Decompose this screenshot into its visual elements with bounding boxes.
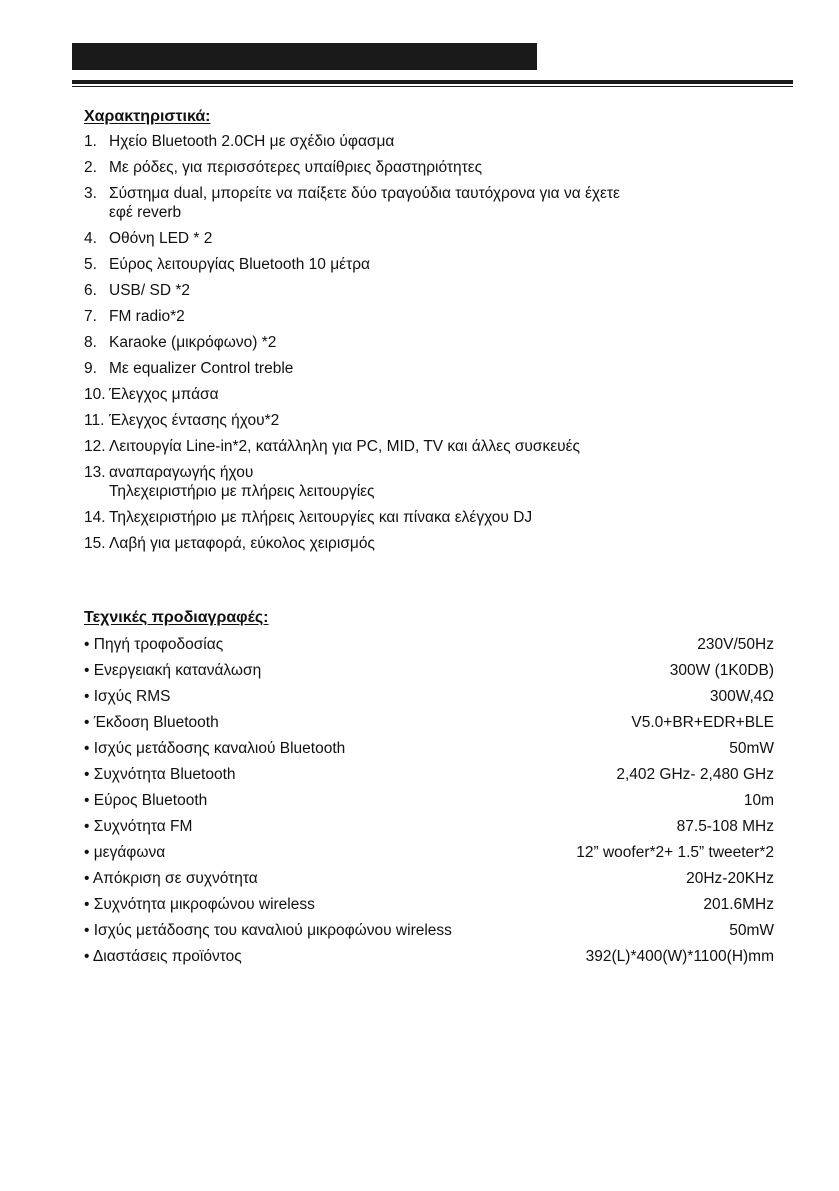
feature-item <box>84 508 724 527</box>
spec-value: V5.0+BR+EDR+BLE <box>631 714 774 731</box>
spec-value: 300W (1K0DB) <box>669 662 774 679</box>
header-rule-thick <box>72 80 793 84</box>
spec-row <box>84 791 774 817</box>
spec-label <box>84 661 261 687</box>
spec-label <box>84 765 236 791</box>
spec-value: 201.6MHz <box>703 896 774 913</box>
spec-label <box>84 817 192 843</box>
feature-text: Τηλεχειριστήριο με πλήρεις λειτουργίες και πίνακα ελέγχου DJ <box>109 509 533 526</box>
feature-number: 10. <box>84 386 106 403</box>
spec-row <box>84 843 774 869</box>
spec-row <box>84 635 774 661</box>
spec-label-text: Ενεργειακή κατανάλωση <box>93 662 262 679</box>
bullet-icon: • <box>84 896 90 913</box>
spec-label <box>84 947 242 973</box>
feature-number: 11. <box>84 412 105 429</box>
feature-text: Με ρόδες, για περισσότερες υπαίθριες δραστηριότητες <box>109 159 483 176</box>
feature-item <box>84 158 724 177</box>
feature-text: Εύρος λειτουργίας Bluetooth 10 μέτρα <box>109 256 370 273</box>
spec-value: 50mW <box>729 922 774 939</box>
spec-value: 230V/50Hz <box>697 636 774 653</box>
spec-label <box>84 791 207 817</box>
bullet-icon: • <box>84 740 90 757</box>
spec-label-text: Απόκριση σε συχνότητα <box>92 870 258 887</box>
feature-text: Με equalizer Control treble <box>109 360 294 377</box>
spec-label-text: Εύρος Bluetooth <box>93 792 208 809</box>
feature-number: 12. <box>84 438 106 455</box>
bullet-icon: • <box>84 870 90 887</box>
feature-number: 8. <box>84 334 97 351</box>
spec-value: 300W,4Ω <box>709 688 774 705</box>
spec-label <box>84 869 258 895</box>
feature-number: 13. <box>84 464 106 481</box>
spec-row <box>84 921 774 947</box>
features-heading: Χαρακτηριστικά: <box>84 108 211 125</box>
bullet-icon: • <box>84 662 90 679</box>
feature-text: Οθόνη LED * 2 <box>109 230 213 247</box>
feature-text: Λειτουργία Line-in*2, κατάλληλη για PC, MID, TV και άλλες συσκευές <box>109 438 580 455</box>
feature-number: 1. <box>84 133 97 150</box>
spec-row <box>84 739 774 765</box>
feature-text: Έλεγχος μπάσα <box>109 386 219 403</box>
spec-value: 87.5-108 MHz <box>676 818 774 835</box>
spec-row <box>84 947 774 973</box>
bullet-icon: • <box>84 844 90 861</box>
spec-value: 50mW <box>729 740 774 757</box>
feature-item <box>84 437 724 456</box>
bullet-icon: • <box>84 818 90 835</box>
feature-item <box>84 534 724 553</box>
spec-row <box>84 661 774 687</box>
spec-label-text: μεγάφωνα <box>93 844 166 861</box>
bullet-icon: • <box>84 636 90 653</box>
bullet-icon: • <box>84 714 90 731</box>
spec-label <box>84 739 345 765</box>
feature-text: FM radio*2 <box>109 308 185 325</box>
spec-label-text: Ισχύς RMS <box>93 688 171 705</box>
bullet-icon: • <box>84 948 90 965</box>
feature-item <box>84 333 724 352</box>
spec-label <box>84 635 223 661</box>
specs-heading: Τεχνικές προδιαγραφές: <box>84 609 269 626</box>
spec-label-text: Ισχύς μετάδοσης καναλιού Bluetooth <box>93 740 346 757</box>
feature-item <box>84 281 724 300</box>
feature-item <box>84 307 724 326</box>
spec-value: 10m <box>743 792 774 809</box>
spec-row <box>84 765 774 791</box>
spec-label <box>84 687 170 713</box>
feature-item <box>84 359 724 378</box>
feature-text: USB/ SD *2 <box>109 282 190 299</box>
spec-label-text: Συχνότητα FM <box>93 818 193 835</box>
spec-label-text: Πηγή τροφοδοσίας <box>93 636 224 653</box>
header-bar <box>72 43 537 70</box>
spec-label <box>84 895 315 921</box>
spec-label-text: Έκδοση Bluetooth <box>93 714 219 731</box>
feature-text: Σύστημα dual, μπορείτε να παίξετε δύο τραγούδια ταυτόχρονα για να έχετε <box>109 185 620 202</box>
feature-item <box>84 229 724 248</box>
feature-item <box>84 132 724 151</box>
spec-label <box>84 843 165 869</box>
feature-number: 7. <box>84 308 97 325</box>
spec-value: 392(L)*400(W)*1100(H)mm <box>585 948 774 965</box>
feature-number: 15. <box>84 535 106 552</box>
feature-text: Λαβή για μεταφορά, εύκολος χειρισμός <box>109 535 375 552</box>
feature-text: εφέ reverb <box>109 204 182 221</box>
spec-value: 12” woofer*2+ 1.5” tweeter*2 <box>576 844 774 861</box>
spec-row <box>84 869 774 895</box>
feature-number: 5. <box>84 256 97 273</box>
spec-value: 2,402 GHz- 2,480 GHz <box>616 766 774 783</box>
bullet-icon: • <box>84 688 90 705</box>
feature-number: 9. <box>84 360 97 377</box>
spec-value: 20Hz-20KHz <box>686 870 774 887</box>
feature-number: 3. <box>84 185 97 202</box>
feature-item <box>84 255 724 274</box>
bullet-icon: • <box>84 922 90 939</box>
bullet-icon: • <box>84 792 90 809</box>
header-rule-thin <box>72 86 793 87</box>
spec-row <box>84 817 774 843</box>
feature-item <box>84 463 724 501</box>
spec-label-text: Ισχύς μετάδοσης του καναλιού μικροφώνου wireless <box>93 922 452 939</box>
feature-text: Ηχείο Bluetooth 2.0CH με σχέδιο ύφασμα <box>109 133 395 150</box>
spec-label <box>84 921 452 947</box>
feature-item <box>84 411 724 430</box>
feature-item <box>84 184 724 222</box>
bullet-icon: • <box>84 766 90 783</box>
feature-number: 14. <box>84 509 106 526</box>
feature-text: Έλεγχος έντασης ήχου*2 <box>109 412 280 429</box>
spec-label-text: Συχνότητα Bluetooth <box>93 766 236 783</box>
spec-row <box>84 687 774 713</box>
spec-label-text: Συχνότητα μικροφώνου wireless <box>93 896 315 913</box>
spec-label <box>84 713 219 739</box>
feature-text: αναπαραγωγής ήχου <box>109 464 254 481</box>
spec-row <box>84 895 774 921</box>
spec-row <box>84 713 774 739</box>
feature-item <box>84 385 724 404</box>
feature-number: 4. <box>84 230 97 247</box>
specs-list <box>84 635 774 973</box>
features-list <box>84 132 724 560</box>
feature-text: Τηλεχειριστήριο με πλήρεις λειτουργίες <box>109 483 375 500</box>
feature-number: 2. <box>84 159 97 176</box>
feature-text: Karaoke (μικρόφωνο) *2 <box>109 334 277 351</box>
feature-number: 6. <box>84 282 97 299</box>
spec-label-text: Διαστάσεις προϊόντος <box>92 948 242 965</box>
